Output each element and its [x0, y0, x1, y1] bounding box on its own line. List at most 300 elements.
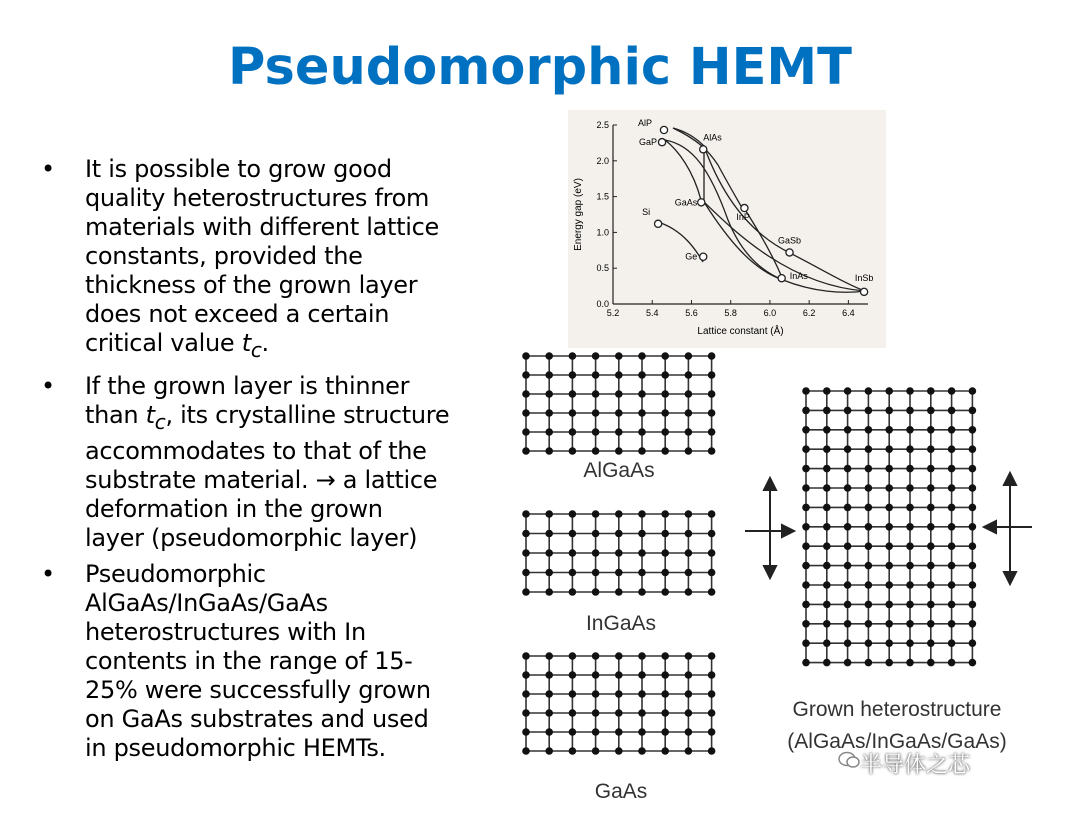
- bullet-2-line-6: layer (pseudomorphic layer): [85, 523, 418, 552]
- left-right-arrowhead: [782, 525, 794, 537]
- y-tick-label: 1.5: [596, 191, 609, 202]
- ingaas-atom: [545, 588, 553, 596]
- gaas-atom: [708, 728, 716, 736]
- tc-variable: t: [241, 329, 251, 357]
- grown-atom: [969, 639, 977, 647]
- bullet-list: [38, 155, 468, 770]
- algaas-atom: [685, 390, 693, 398]
- algaas-atom: [661, 390, 669, 398]
- algaas-atom: [661, 447, 669, 455]
- grown-atom: [885, 620, 893, 628]
- x-tick-label: 5.8: [724, 308, 737, 318]
- ingaas-atom: [522, 588, 530, 596]
- ingaas-atom: [685, 549, 693, 557]
- point-alp: [660, 126, 667, 133]
- ingaas-atom: [615, 510, 623, 518]
- grown-atom: [823, 562, 831, 570]
- grown-atom: [927, 484, 935, 492]
- grown-atom: [885, 445, 893, 453]
- grown-atom: [865, 523, 873, 531]
- gaas-atom: [592, 690, 600, 698]
- ingaas-atom: [661, 569, 669, 577]
- grown-atom: [823, 504, 831, 512]
- gaas-lattice: [522, 652, 715, 755]
- y-tick-label: 2.0: [596, 155, 609, 166]
- grown-atom: [948, 407, 956, 415]
- right-up-arrowhead: [1004, 473, 1016, 485]
- tc-subscript: c: [154, 409, 166, 434]
- grown-atom: [969, 523, 977, 531]
- grown-atom: [823, 639, 831, 647]
- grown-atom: [865, 426, 873, 434]
- ingaas-atom: [708, 510, 716, 518]
- gaas-atom: [708, 747, 716, 755]
- gaas-atom: [661, 671, 669, 679]
- grown-atom: [885, 407, 893, 415]
- algaas-atom: [592, 428, 600, 436]
- bullet-1-suffix: .: [261, 329, 269, 357]
- grown-atom: [969, 426, 977, 434]
- gaas-atom: [615, 709, 623, 717]
- algaas-atom: [685, 447, 693, 455]
- grown-atom: [969, 504, 977, 512]
- y-axis-label: Energy gap (eV): [573, 178, 584, 251]
- grown-atom: [927, 562, 935, 570]
- grown-atom: [927, 407, 935, 415]
- ingaas-atom: [708, 569, 716, 577]
- algaas-atom: [615, 371, 623, 379]
- grown-atom: [802, 484, 810, 492]
- bullet-2-line-4: substrate material. → a lattice: [85, 465, 438, 494]
- grown-atom: [969, 407, 977, 415]
- bullet-2-line-3: accommodates to that of the: [85, 436, 427, 465]
- grown-atom: [865, 659, 873, 667]
- ingaas-atom: [545, 530, 553, 538]
- grown-atom: [927, 659, 935, 667]
- algaas-atom: [638, 352, 646, 360]
- grown-atom: [906, 620, 914, 628]
- gaas-atom: [592, 728, 600, 736]
- gaas-atom: [708, 671, 716, 679]
- gaas-atom: [592, 652, 600, 660]
- algaas-atom: [592, 390, 600, 398]
- gaas-atom: [569, 728, 577, 736]
- grown-atom: [885, 504, 893, 512]
- grown-atom: [823, 387, 831, 395]
- gaas-atom: [638, 671, 646, 679]
- grown-atom: [802, 639, 810, 647]
- algaas-atom: [569, 352, 577, 360]
- ingaas-atom: [545, 549, 553, 557]
- gaas-atom: [615, 728, 623, 736]
- watermark-text: 半导体之芯: [860, 753, 971, 778]
- grown-atom: [844, 601, 852, 609]
- gaas-atom: [685, 747, 693, 755]
- gaas-atom: [615, 690, 623, 698]
- grown-atom: [927, 523, 935, 531]
- ingaas-atom: [615, 549, 623, 557]
- grown-atom: [844, 465, 852, 473]
- grown-atom: [969, 542, 977, 550]
- bullet-dot: •: [41, 155, 55, 183]
- gaas-atom: [522, 728, 530, 736]
- algaas-atom: [522, 409, 530, 417]
- algaas-atom: [522, 428, 530, 436]
- algaas-atom: [522, 352, 530, 360]
- grown-atom: [927, 601, 935, 609]
- grown-atom: [906, 562, 914, 570]
- grown-atom: [844, 426, 852, 434]
- bullet-1-line-1: It is possible to grow good: [85, 155, 392, 183]
- algaas-atom: [592, 409, 600, 417]
- grown-atom: [927, 426, 935, 434]
- ingaas-atom: [638, 549, 646, 557]
- grown-atom: [906, 601, 914, 609]
- grown-atom: [802, 465, 810, 473]
- grown-atom: [802, 426, 810, 434]
- bandgap-chart-svg: [568, 110, 886, 348]
- grown-heterostructure-lattice: [802, 387, 976, 666]
- grown-atom: [969, 445, 977, 453]
- ingaas-atom: [545, 510, 553, 518]
- gaas-atom: [638, 690, 646, 698]
- ingaas-atom: [569, 549, 577, 557]
- bullet-2-line-2-suffix: , its crystalline structure: [165, 400, 450, 429]
- y-tick-label: 1.0: [596, 227, 609, 238]
- algaas-atom: [685, 371, 693, 379]
- gaas-atom: [545, 709, 553, 717]
- curve-gap-inas: [665, 140, 783, 280]
- grown-atom: [927, 581, 935, 589]
- bullet-1-line-7: critical value: [85, 329, 242, 357]
- point-label-alas: AlAs: [703, 132, 722, 143]
- bullet-item: [38, 560, 468, 763]
- algaas-atom: [638, 371, 646, 379]
- grown-atom: [948, 639, 956, 647]
- algaas-atom: [569, 390, 577, 398]
- grown-atom: [844, 562, 852, 570]
- y-tick-label: 2.5: [596, 120, 609, 130]
- gaas-atom: [661, 690, 669, 698]
- point-label-inp: InP: [736, 212, 750, 223]
- ingaas-atom: [685, 510, 693, 518]
- gaas-atom: [545, 652, 553, 660]
- gaas-atom: [522, 690, 530, 698]
- algaas-lattice: [522, 352, 715, 455]
- point-insb: [860, 288, 867, 295]
- grown-atom: [948, 484, 956, 492]
- point-si: [655, 220, 662, 227]
- grown-atom: [844, 639, 852, 647]
- gaas-atom: [522, 671, 530, 679]
- grown-atom: [844, 445, 852, 453]
- grown-atom: [865, 484, 873, 492]
- grown-atom: [844, 407, 852, 415]
- algaas-atom: [708, 447, 716, 455]
- gaas-atom: [522, 709, 530, 717]
- lattice-diagram-svg: [490, 340, 1050, 810]
- ingaas-atom: [708, 549, 716, 557]
- bullet-3-line-1: Pseudomorphic: [85, 559, 266, 588]
- grown-atom: [969, 581, 977, 589]
- ingaas-atom: [522, 530, 530, 538]
- ingaas-atom: [615, 588, 623, 596]
- grown-atom: [823, 620, 831, 628]
- grown-atom: [906, 465, 914, 473]
- grown-atom: [865, 465, 873, 473]
- algaas-atom: [545, 371, 553, 379]
- x-tick-label: 5.6: [685, 308, 698, 318]
- grown-atom: [844, 542, 852, 550]
- grown-atom: [823, 484, 831, 492]
- point-label-insb: InSb: [854, 272, 874, 283]
- gaas-atom: [685, 652, 693, 660]
- algaas-atom: [661, 371, 669, 379]
- gaas-atom: [569, 690, 577, 698]
- grown-atom: [948, 542, 956, 550]
- bullet-1-line-6: does not exceed a certain: [85, 300, 390, 328]
- grown-atom: [969, 465, 977, 473]
- ingaas-atom: [685, 588, 693, 596]
- grown-atom: [865, 581, 873, 589]
- grown-atom: [906, 639, 914, 647]
- grown-atom: [906, 504, 914, 512]
- ingaas-atom: [638, 530, 646, 538]
- algaas-atom: [685, 409, 693, 417]
- ingaas-atom: [708, 588, 716, 596]
- grown-atom: [865, 445, 873, 453]
- gaas-atom: [592, 747, 600, 755]
- grown-atom: [865, 407, 873, 415]
- grown-atom: [948, 659, 956, 667]
- x-tick-label: 6.4: [842, 308, 855, 318]
- ingaas-atom: [592, 510, 600, 518]
- gaas-atom: [569, 747, 577, 755]
- ingaas-atom: [592, 588, 600, 596]
- gaas-atom: [569, 709, 577, 717]
- algaas-atom: [638, 447, 646, 455]
- gaas-atom: [708, 652, 716, 660]
- x-tick-label: 5.2: [606, 308, 620, 318]
- gaas-atom: [615, 747, 623, 755]
- gaas-atom: [638, 728, 646, 736]
- ingaas-atom: [569, 510, 577, 518]
- ingaas-atom: [615, 569, 623, 577]
- gaas-atom: [661, 747, 669, 755]
- bullet-3-line-6: on GaAs substrates and used: [85, 704, 429, 733]
- algaas-atom: [708, 428, 716, 436]
- algaas-atom: [545, 447, 553, 455]
- algaas-atom: [661, 409, 669, 417]
- ingaas-atom: [661, 530, 669, 538]
- algaas-atom: [545, 428, 553, 436]
- grown-atom: [969, 601, 977, 609]
- gaas-atom: [545, 671, 553, 679]
- grown-atom: [885, 601, 893, 609]
- gaas-atom: [685, 671, 693, 679]
- x-tick-label: 6.0: [763, 308, 777, 318]
- grown-atom: [927, 504, 935, 512]
- tc-subscript: c: [250, 337, 262, 362]
- point-gap: [658, 139, 665, 146]
- grown-atom: [906, 542, 914, 550]
- algaas-atom: [592, 371, 600, 379]
- point-label-inas: InAs: [789, 271, 808, 282]
- algaas-atom: [569, 371, 577, 379]
- x-tick-label: 6.2: [802, 308, 816, 318]
- algaas-atom: [522, 390, 530, 398]
- bullet-item: [38, 372, 468, 553]
- grown-atom: [969, 620, 977, 628]
- algaas-atom: [685, 428, 693, 436]
- grown-atom: [823, 407, 831, 415]
- algaas-atom: [708, 390, 716, 398]
- ingaas-atom: [638, 588, 646, 596]
- grown-atom: [844, 523, 852, 531]
- gaas-atom: [522, 652, 530, 660]
- gaas-atom: [545, 690, 553, 698]
- algaas-atom: [545, 352, 553, 360]
- bullet-1-line-2: quality heterostructures from: [85, 184, 430, 212]
- gaas-atom: [638, 709, 646, 717]
- point-alas: [700, 146, 707, 153]
- ingaas-atom: [592, 549, 600, 557]
- grown-atom: [844, 581, 852, 589]
- ingaas-atom: [592, 530, 600, 538]
- bullet-3-line-4: contents in the range of 15-: [85, 646, 413, 675]
- bullet-3-line-2: AlGaAs/InGaAs/GaAs: [85, 588, 328, 617]
- grown-atom: [969, 484, 977, 492]
- x-axis-label: Lattice constant (Å): [697, 326, 784, 337]
- grown-atom: [844, 620, 852, 628]
- grown-atom: [927, 387, 935, 395]
- gaas-atom: [661, 709, 669, 717]
- grown-atom: [885, 581, 893, 589]
- algaas-atom: [661, 352, 669, 360]
- grown-atom: [844, 504, 852, 512]
- grown-atom: [802, 523, 810, 531]
- algaas-atom: [638, 409, 646, 417]
- grown-atom: [802, 407, 810, 415]
- grown-atom: [927, 620, 935, 628]
- ingaas-atom: [545, 569, 553, 577]
- ingaas-atom: [685, 569, 693, 577]
- algaas-atom: [592, 447, 600, 455]
- grown-atom: [948, 445, 956, 453]
- algaas-atom: [545, 409, 553, 417]
- grown-atom: [927, 445, 935, 453]
- algaas-atom: [569, 428, 577, 436]
- wechat-icon: [838, 750, 860, 770]
- ingaas-atom: [638, 510, 646, 518]
- grown-heterostructure-label: Grown heterostructure: [792, 698, 1002, 721]
- algaas-label: AlGaAs: [583, 459, 655, 482]
- grown-atom: [823, 659, 831, 667]
- grown-atom: [885, 562, 893, 570]
- grown-atom: [865, 620, 873, 628]
- ingaas-atom: [522, 549, 530, 557]
- grown-atom: [823, 465, 831, 473]
- point-label-si: Si: [642, 206, 651, 217]
- grown-atom: [948, 523, 956, 531]
- point-label-ge: Ge: [685, 251, 698, 262]
- grown-atom: [927, 465, 935, 473]
- ingaas-atom: [708, 530, 716, 538]
- ingaas-atom: [638, 569, 646, 577]
- gaas-atom: [685, 709, 693, 717]
- left-down-arrowhead: [764, 566, 776, 578]
- grown-heterostructure-composition: (AlGaAs/InGaAs/GaAs): [787, 730, 1007, 753]
- bullet-1-line-4: constants, provided the: [85, 242, 363, 270]
- bullet-2-line-5: deformation in the grown: [85, 494, 383, 523]
- algaas-atom: [638, 428, 646, 436]
- grown-atom: [948, 562, 956, 570]
- gaas-atom: [638, 652, 646, 660]
- grown-atom: [802, 504, 810, 512]
- grown-atom: [802, 542, 810, 550]
- point-gasb: [786, 249, 793, 256]
- grown-atom: [885, 659, 893, 667]
- algaas-atom: [569, 409, 577, 417]
- grown-atom: [927, 542, 935, 550]
- grown-atom: [906, 387, 914, 395]
- grown-atom: [844, 484, 852, 492]
- grown-atom: [906, 407, 914, 415]
- point-label-gap: GaP: [639, 137, 658, 148]
- algaas-atom: [615, 428, 623, 436]
- ingaas-lattice: [522, 510, 715, 596]
- ingaas-atom: [661, 510, 669, 518]
- algaas-atom: [615, 390, 623, 398]
- bullet-3-line-3: heterostructures with In: [85, 617, 366, 646]
- grown-atom: [865, 601, 873, 609]
- gaas-label: GaAs: [594, 780, 648, 803]
- algaas-atom: [522, 371, 530, 379]
- grown-atom: [865, 504, 873, 512]
- grown-atom: [865, 542, 873, 550]
- grown-atom: [865, 387, 873, 395]
- grown-atom: [948, 620, 956, 628]
- grown-atom: [885, 542, 893, 550]
- lattice-diagram: [490, 340, 1050, 810]
- grown-atom: [823, 445, 831, 453]
- bullet-dot: •: [41, 371, 55, 400]
- grown-atom: [865, 639, 873, 647]
- grown-atom: [906, 484, 914, 492]
- point-label-gasb: GaSb: [778, 235, 802, 246]
- point-gaas: [698, 199, 705, 206]
- gaas-atom: [708, 690, 716, 698]
- grown-atom: [823, 523, 831, 531]
- tc-variable: t: [145, 400, 155, 429]
- bullet-3-line-5: 25% were successfully grown: [85, 675, 431, 704]
- y-tick-label: 0.5: [596, 263, 609, 274]
- gaas-atom: [638, 747, 646, 755]
- grown-atom: [948, 465, 956, 473]
- ingaas-atom: [522, 510, 530, 518]
- gaas-atom: [615, 652, 623, 660]
- grown-atom: [948, 504, 956, 512]
- bullet-1-line-5: thickness of the grown layer: [85, 271, 418, 299]
- grown-atom: [927, 639, 935, 647]
- gaas-atom: [661, 728, 669, 736]
- gaas-atom: [685, 728, 693, 736]
- grown-atom: [948, 601, 956, 609]
- grown-atom: [906, 523, 914, 531]
- grown-atom: [823, 426, 831, 434]
- grown-atom: [823, 542, 831, 550]
- grown-atom: [802, 620, 810, 628]
